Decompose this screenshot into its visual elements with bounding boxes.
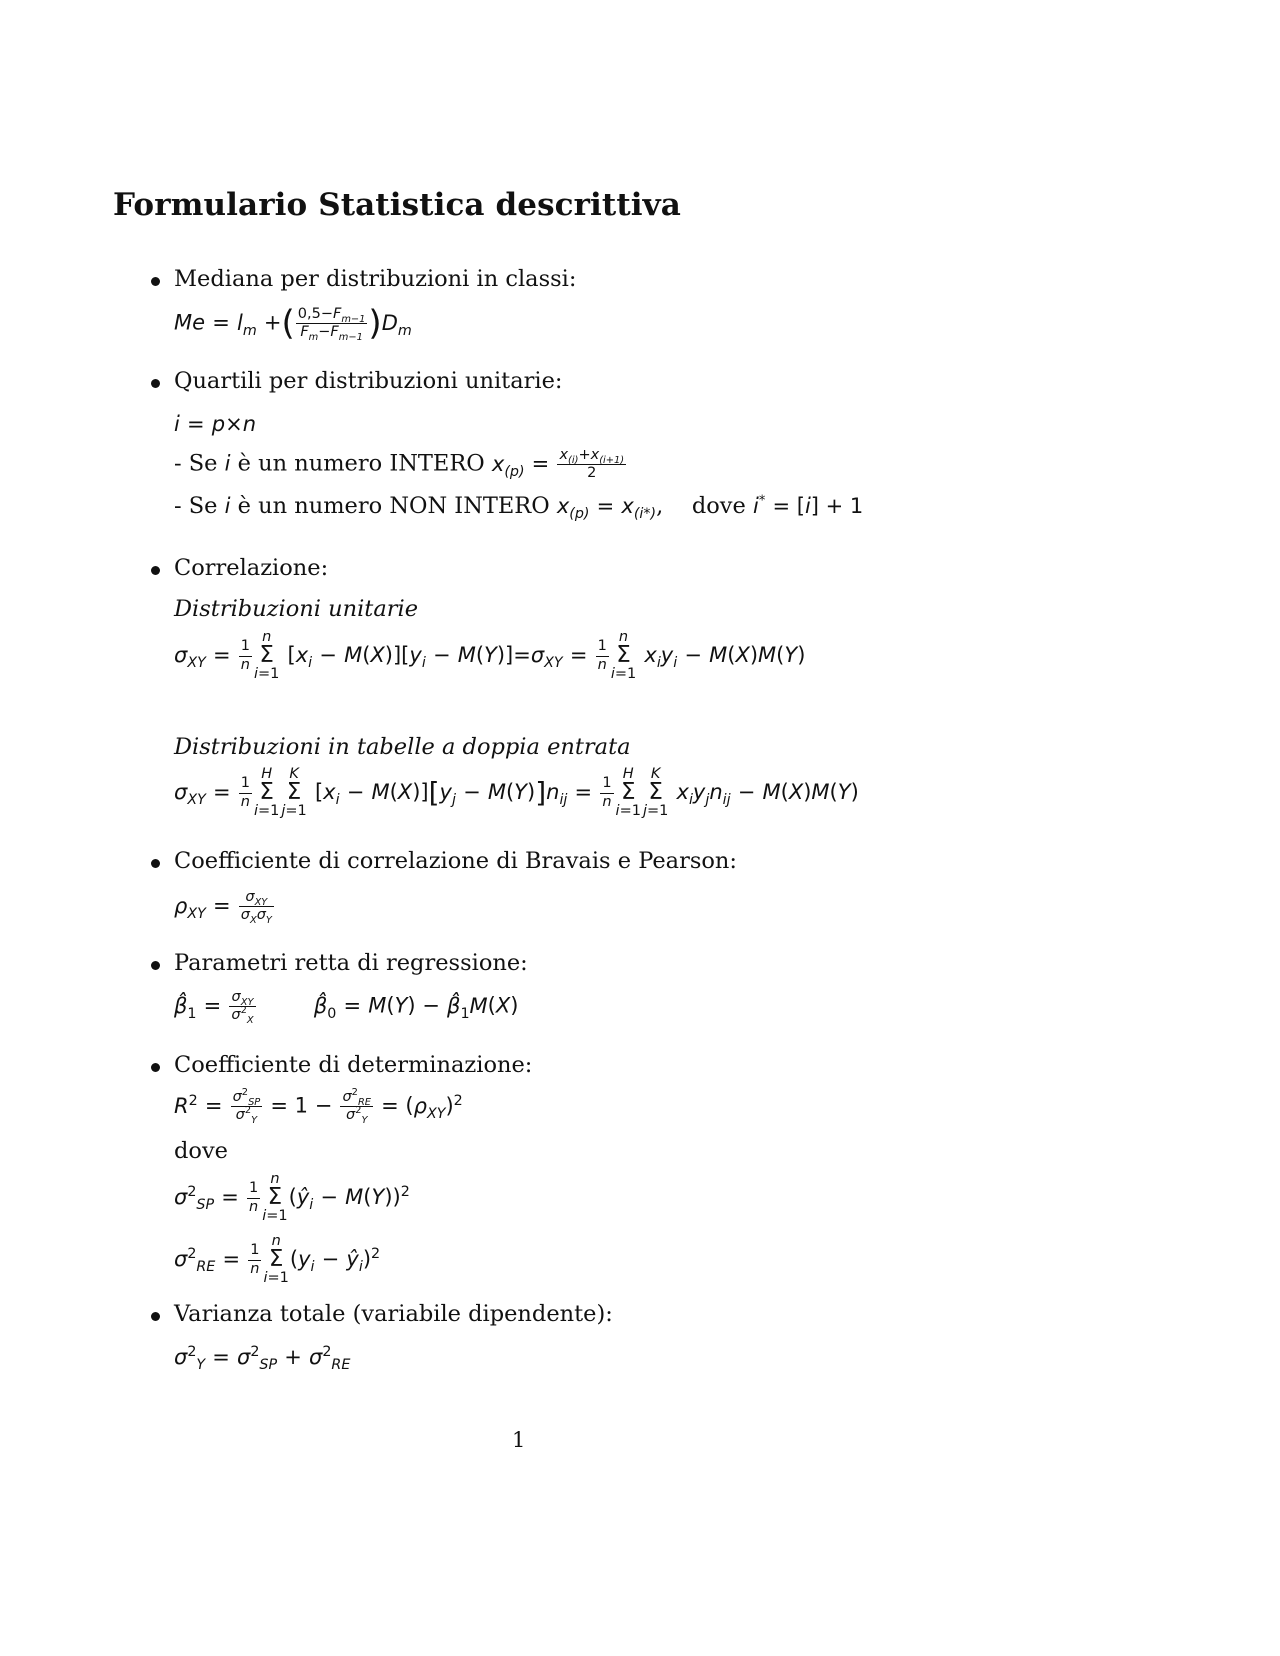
formula-quartili-non-intero: - Se i è un numero NON INTERO $x_{(p)} = x_{(i*)}$, dove i* = [i] + 1 (174, 493, 864, 523)
formula-quartili-index: i = p×n (174, 412, 257, 436)
section-heading: Mediana per distribuzioni in classi: (174, 266, 577, 292)
bullet-icon (151, 859, 160, 868)
bullet-icon (151, 379, 160, 388)
formula-regressione: $\betâ_1$ = $\frac{\sigma_{XY}}{\sigma^2_X}$ $\betâ_0 = M(Y)$ − $\betâ_1M(X)$ (174, 989, 519, 1027)
dove-label: dove (174, 1138, 228, 1164)
bullet-icon (151, 1063, 160, 1072)
section-heading: Parametri retta di regressione: (174, 950, 528, 976)
subheading-unitarie: Distribuzioni unitarie (174, 596, 419, 622)
section-heading: Quartili per distribuzioni unitarie: (174, 368, 563, 394)
formula-sigma-re: $\sigma^2_{RE}$ = $\frac{1}{n}$ n Σ $i=1(y_i$ − $ŷ_i)^2$ (174, 1233, 381, 1287)
formula-covarianza-unitarie: $\sigma_{XY}$ = $\frac{1}{n}$ n Σ i=1 $[x_i - M(X)][y_i - M(Y)]=\sigma_{XY}$ = $\frac{1}{n}$ n Σ i=1 $x_iy_i - M(X)M(Y)$ (174, 629, 806, 683)
section-heading: Coefficiente di correlazione di Bravais e Pearson: (174, 848, 737, 874)
section-heading: Correlazione: (174, 555, 329, 581)
subheading-doppia-entrata: Distribuzioni in tabelle a doppia entrata (174, 734, 631, 760)
formula-quartili-intero: - Se i è un numero INTERO $x_{(p)}$ = $\frac{x_{(i)}+x_{(i+1)}}{2}$ (174, 447, 625, 482)
bullet-icon (151, 961, 160, 970)
formula-bravais-pearson: $\rho_{XY}$ = $\frac{\sigma_{XY}}{\sigma_X\sigma_Y}$ (174, 889, 272, 927)
page-number: 1 (512, 1428, 526, 1452)
bullet-icon (151, 277, 160, 286)
formula-determinazione: $R^2$ = $\frac{\sigma^2_{SP}}{\sigma^2_Y}$ = 1 − $\frac{\sigma^2_{RE}}{\sigma^2_Y}$ = $(\rho_{XY})^2$ (174, 1087, 463, 1127)
formula-covarianza-doppia: $\sigma_{XY}$ = $\frac{1}{n}$ H Σ i=1K Σ j=1 $[x_i - M(X)][y_j - M(Y)]n_{ij}$ = $\frac{1}{n}$ H Σ i=1K Σ j=1 $x_iy_jn_{ij} - M(X)M(Y)$ (174, 766, 859, 820)
bullet-icon (151, 566, 160, 575)
formula-varianza-totale: $\sigma^2_Y = \sigma^2_{SP} + \sigma^2_{RE}$ (174, 1344, 351, 1374)
formula-sigma-sp: $\sigma^2_{SP}$ = $\frac{1}{n}$ n Σ $i=1(ŷ_i - M(Y))^2$ (174, 1171, 410, 1225)
bullet-icon (151, 1312, 160, 1321)
section-heading: Coefficiente di determinazione: (174, 1052, 533, 1078)
formula-mediana: $Me = l_m$ +( $\frac{0,5-F_{m-1}}{F_m-F_{m-1}}$ )$D_m$ (174, 303, 412, 344)
section-heading: Varianza totale (variabile dipendente): (174, 1301, 613, 1327)
page-title: Formulario Statistica descrittiva (113, 187, 681, 223)
